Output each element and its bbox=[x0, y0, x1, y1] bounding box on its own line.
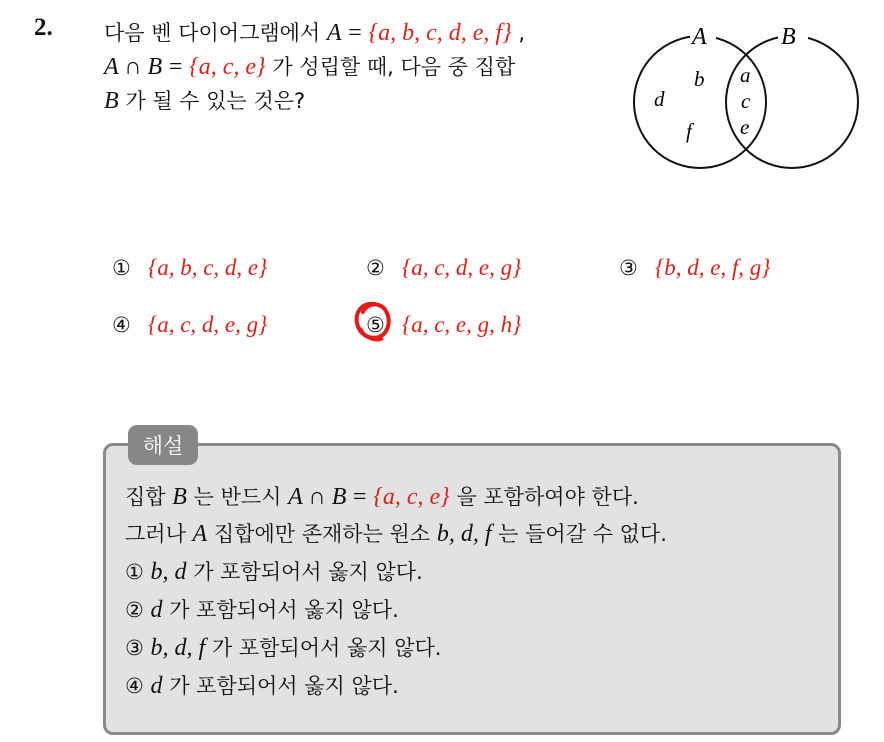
venn-element: a bbox=[740, 63, 751, 87]
set-variable-a: A bbox=[326, 20, 342, 46]
question-text: 가 될 수 있는 것은? bbox=[125, 89, 306, 113]
venn-label-a: A bbox=[692, 24, 707, 50]
explanation-tag: 해설 bbox=[128, 425, 198, 465]
explanation-text: 는 들어갈 수 없다. bbox=[498, 522, 667, 546]
explanation-text: 그러나 bbox=[125, 522, 186, 546]
equals-sign: = bbox=[168, 54, 183, 80]
explanation-line-1 bbox=[125, 482, 639, 512]
explanation-line-2 bbox=[125, 519, 667, 549]
choice-3[interactable] bbox=[619, 255, 771, 281]
explanation-text: 을 포함하여야 한다. bbox=[456, 485, 639, 509]
choice-number: ⑤ bbox=[366, 313, 385, 337]
choice-number: ③ bbox=[125, 636, 144, 660]
choice-number: ① bbox=[125, 560, 144, 584]
equals-sign: = bbox=[353, 484, 367, 510]
explanation-text: 는 반드시 bbox=[193, 485, 282, 509]
venn-diagram bbox=[628, 22, 864, 178]
question-line-2 bbox=[104, 52, 515, 82]
explanation-line-3 bbox=[125, 557, 423, 587]
explanation-line-5 bbox=[125, 633, 441, 663]
venn-element: c bbox=[741, 89, 751, 113]
choice-value: {a, b, c, d, e} bbox=[148, 255, 268, 280]
set-a-elements: {a, b, c, d, e, f} bbox=[368, 20, 512, 46]
choice-number: ④ bbox=[112, 313, 131, 337]
wrong-elements: b, d bbox=[150, 559, 187, 585]
explanation-text: 가 포함되어서 옳지 않다. bbox=[193, 560, 423, 584]
intersection-elements: {a, c, e} bbox=[189, 54, 266, 80]
explanation-text: 가 포함되어서 옳지 않다. bbox=[211, 636, 442, 660]
choice-2[interactable] bbox=[366, 255, 521, 281]
choice-value: {a, c, d, e, g} bbox=[402, 255, 522, 280]
wrong-elements: d bbox=[150, 597, 163, 623]
wrong-elements: b, d, f bbox=[150, 635, 206, 661]
explanation-text: 집합 bbox=[125, 485, 166, 509]
choice-number: ④ bbox=[125, 674, 144, 698]
explanation-text: 가 포함되어서 옳지 않다. bbox=[169, 598, 399, 622]
explanation-text: 가 포함되어서 옳지 않다. bbox=[169, 674, 399, 698]
choice-number: ② bbox=[366, 256, 385, 280]
question-text: 다음 벤 다이어그램에서 bbox=[104, 21, 321, 45]
set-variable-a: A bbox=[192, 521, 208, 547]
choice-value: {b, d, e, f, g} bbox=[655, 255, 771, 280]
question-number: 2. bbox=[34, 14, 53, 41]
choice-value: {a, c, e, g, h} bbox=[402, 312, 522, 337]
wrong-elements: d bbox=[150, 673, 163, 699]
question-text: 가 성립할 때, 다음 중 집합 bbox=[272, 55, 516, 79]
intersection-elements: {a, c, e} bbox=[373, 484, 450, 510]
equals-sign: = bbox=[348, 20, 362, 46]
set-variable-b: B bbox=[104, 88, 119, 114]
question-line-1 bbox=[104, 18, 525, 48]
choice-value: {a, c, d, e, g} bbox=[148, 312, 268, 337]
choice-1[interactable] bbox=[112, 255, 267, 281]
intersection-expression: A ∩ B bbox=[104, 54, 163, 80]
choice-number: ② bbox=[125, 598, 144, 622]
intersection-expression: A ∩ B bbox=[288, 484, 347, 510]
venn-element: d bbox=[654, 87, 665, 111]
excluded-elements: b, d, f bbox=[436, 521, 492, 547]
choice-number: ① bbox=[112, 256, 131, 280]
explanation-line-4 bbox=[125, 595, 399, 625]
venn-element: b bbox=[694, 67, 705, 91]
explanation-text: 집합에만 존재하는 원소 bbox=[213, 522, 431, 546]
answer-mark-circle-icon bbox=[352, 298, 394, 344]
set-variable-b: B bbox=[172, 484, 187, 510]
explanation-line-6 bbox=[125, 671, 399, 701]
question-line-3 bbox=[104, 86, 305, 116]
comma: , bbox=[518, 21, 526, 45]
venn-label-b: B bbox=[781, 24, 796, 50]
choice-number: ③ bbox=[619, 256, 638, 280]
venn-element: f bbox=[686, 119, 692, 143]
venn-element: e bbox=[740, 115, 750, 139]
choice-4[interactable] bbox=[112, 312, 267, 338]
